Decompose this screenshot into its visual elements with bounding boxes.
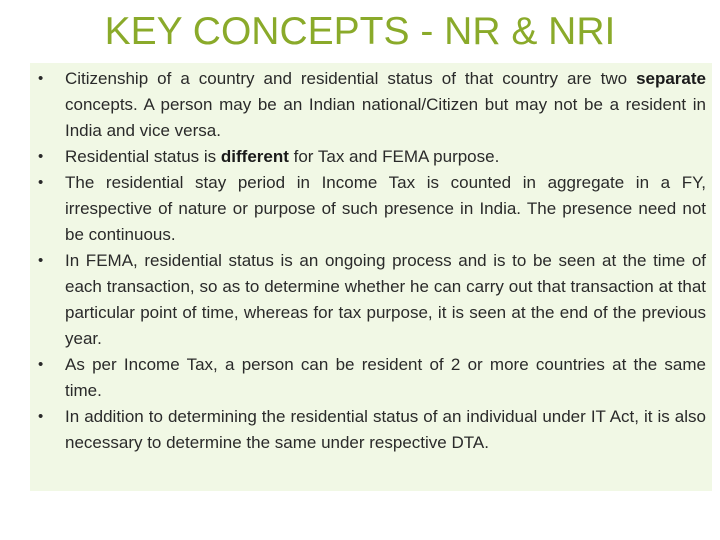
- bullet-text: As per Income Tax, a person can be resident of 2 or more countries at the same time.: [65, 355, 706, 400]
- bullet-icon: •: [38, 356, 44, 373]
- bullet-icon: •: [38, 70, 44, 87]
- bullet-item: [34, 352, 706, 404]
- bullet-text: Citizenship of a country and residential status of that country are two: [65, 69, 637, 88]
- bullet-text: Residential status is: [65, 147, 221, 166]
- bullet-text-continued: concepts. A person may be an Indian national/Citizen but may not be a resident in India and vice versa.: [65, 95, 706, 140]
- bullet-emphasis: separate: [636, 69, 706, 88]
- bullet-emphasis: different: [220, 147, 289, 166]
- bullet-item: [34, 66, 706, 144]
- bullet-icon: •: [38, 252, 44, 269]
- bullet-item: [34, 404, 706, 456]
- bullet-text: The residential stay period in Income Tax is counted in aggregate in a FY, irrespective of nature or purpose of such presence in India. The presence need not be continuous.: [65, 173, 706, 244]
- bullet-text: In addition to determining the residential status of an individual under IT Act, it is also necessary to determine the same under respective DTA.: [65, 407, 706, 452]
- slide-title: KEY CONCEPTS - NR & NRI: [104, 10, 616, 53]
- bullet-item: [34, 248, 706, 352]
- bullet-list: [34, 66, 706, 456]
- bullet-icon: •: [38, 148, 44, 165]
- content-panel: [30, 63, 712, 491]
- bullet-item: [34, 170, 706, 248]
- bullet-item: [34, 144, 706, 170]
- bullet-text: In FEMA, residential status is an ongoing process and is to be seen at the time of each transaction, so as to determine whether he can carry out that transaction at that particular point of time, whereas for tax purpose, it is seen at the end of the previous year.: [65, 251, 706, 348]
- bullet-icon: •: [38, 408, 44, 425]
- bullet-icon: •: [38, 174, 44, 191]
- bullet-text-continued: for Tax and FEMA purpose.: [288, 147, 500, 166]
